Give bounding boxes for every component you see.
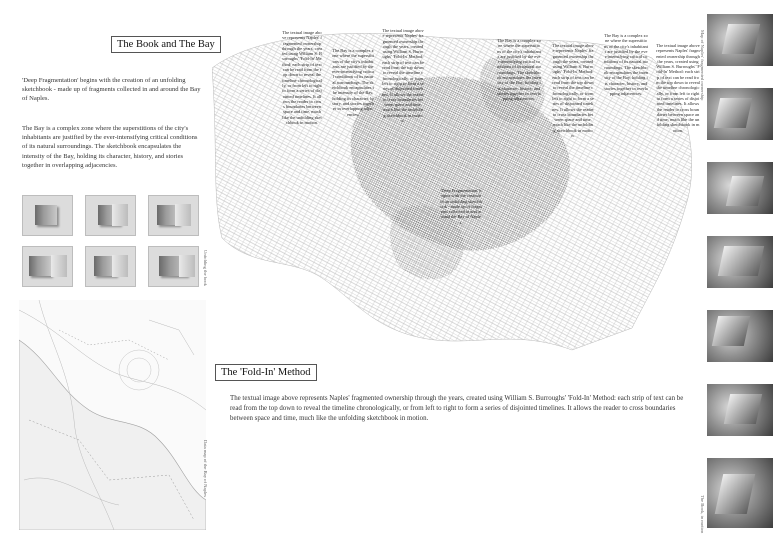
bay-paragraph: The Bay is a complex zone where the superstitions of the city's inhabitants are justified by the ever-intensifying critical conditions of its natural surroundings. The sketchbook encapsulates the intensity of the Bay, holding its character, history, and stories together in overlapping adjacencies. xyxy=(22,125,198,169)
fold-in-strip-3: The textual image above represents Naples' fragmented ownership through the years, created using William S. Burroughs' 'Fold-In' Method: each strip of text can be read from the top down to reveal the timeline chronologically, or from left to right to form a series of disjointed timelines. It allows the reader to cross boundaries between space and time, much like the unfolding sketchbook in motion. xyxy=(382,28,424,124)
fold-in-strip-7: The Bay is a complex zone where the superstitions of the city's inhabitants are justified by the ever-intensifying critical conditions of its natural surroundings. The sketchbook encapsulates the intensity of the Bay, holding its character, history, and stories together in overlapping adjacencies. xyxy=(604,33,648,97)
fold-in-strip-1: The textual image above represents Naples' fragmented ownership through the years, created using William S. Burroughs' 'Fold-In' Method: each strip of text can be read from the top down to reveal the timeline chronologically, or from left to right to form a series of disjointed timelines. It allows the reader to cross boundaries between space and time, much like the unfolding sketchbook in motion. xyxy=(282,30,322,126)
fold-in-strip-6: The textual image above represents Naples' fragmented ownership through the years, created using William S. Burroughs' 'Fold-In' Method: each strip of text can be read from the top down to reveal the timeline chronologically, or from left to right to form a series of disjointed timelines. It allows the reader to cross boundaries between space and time, much like the unfolding sketchbook in motion. xyxy=(552,43,594,139)
motion-photo-4 xyxy=(707,236,773,288)
motion-photo-2 xyxy=(707,88,773,140)
rail-label-top: Map of Naples' fragmented ownership xyxy=(700,30,705,101)
fold-in-strip-2: The Bay is a complex zone where the superstitions of the city's inhabitants are justified by the ever-intensifying critical conditions of its natural surroundings. The sketchbook encapsulates the intensity of the Bay, holding its character, history, and stories together in overlapping adjacencies. xyxy=(332,48,374,117)
bay-map-graphic xyxy=(19,300,206,530)
bay-map-label: Data map of the Bay of Naples xyxy=(203,440,208,497)
section-title-book-bay: The Book and The Bay xyxy=(111,36,221,53)
fold-in-paragraph: The textual image above represents Naples' fragmented ownership through the years, created using William S. Burroughs' 'Fold-In' Method: each strip of text can be read from the top down to reveal the timeline chronologically, or from left to right to form a series of disjointed timelines. It allows the reader to cross boundaries between space and time, much like the unfolding sketchbook in motion. xyxy=(230,395,684,422)
thumbnail-6 xyxy=(148,246,199,287)
fold-in-strip-5: The Bay is a complex zone where the superstitions of the city's inhabitants are justified by the ever-intensifying critical conditions of its natural surroundings. The sketchbook encapsulates the intensity of the Bay, holding its character, history, and stories together in overlapping adjacencies. xyxy=(497,38,541,102)
thumbnail-3 xyxy=(148,195,199,236)
thumbnail-5 xyxy=(85,246,136,287)
motion-photo-1 xyxy=(707,14,773,66)
unfolding-label: Unfolding the book xyxy=(203,250,208,286)
motion-photo-6 xyxy=(707,384,773,436)
fold-in-strip-8: The textual image above represents Naples' fragmented ownership through the years, created using William S. Burroughs' 'Fold-In' Method: each strip of text can be read from the top down to reveal the timeline chronologically, or from left to right to form a series of disjointed timelines. It allows the reader to cross boundaries between space and time, much like the unfolding sketchbook in motion. xyxy=(656,43,700,133)
thumbnail-2 xyxy=(85,195,136,236)
thumbnail-4 xyxy=(22,246,73,287)
bay-map xyxy=(19,300,206,530)
thumbnail-1 xyxy=(22,195,73,236)
motion-photo-5 xyxy=(707,310,773,362)
motion-photo-3 xyxy=(707,162,773,214)
motion-photo-7 xyxy=(707,458,773,528)
fold-in-map xyxy=(212,28,700,358)
section-title-fold-in: The 'Fold-In' Method xyxy=(215,364,317,381)
fold-in-strip-4: 'Deep Fragmentation' begins with the creation of an unfolding sketchbook - made up of fragments collected in and around the Bay of Naples. xyxy=(440,188,482,225)
rail-label-bottom: The Book, in motion xyxy=(700,495,705,534)
intro-paragraph: 'Deep Fragmentation' begins with the creation of an unfolding sketchbook - made up of fragments collected in and around the Bay of Naples. xyxy=(22,77,201,103)
